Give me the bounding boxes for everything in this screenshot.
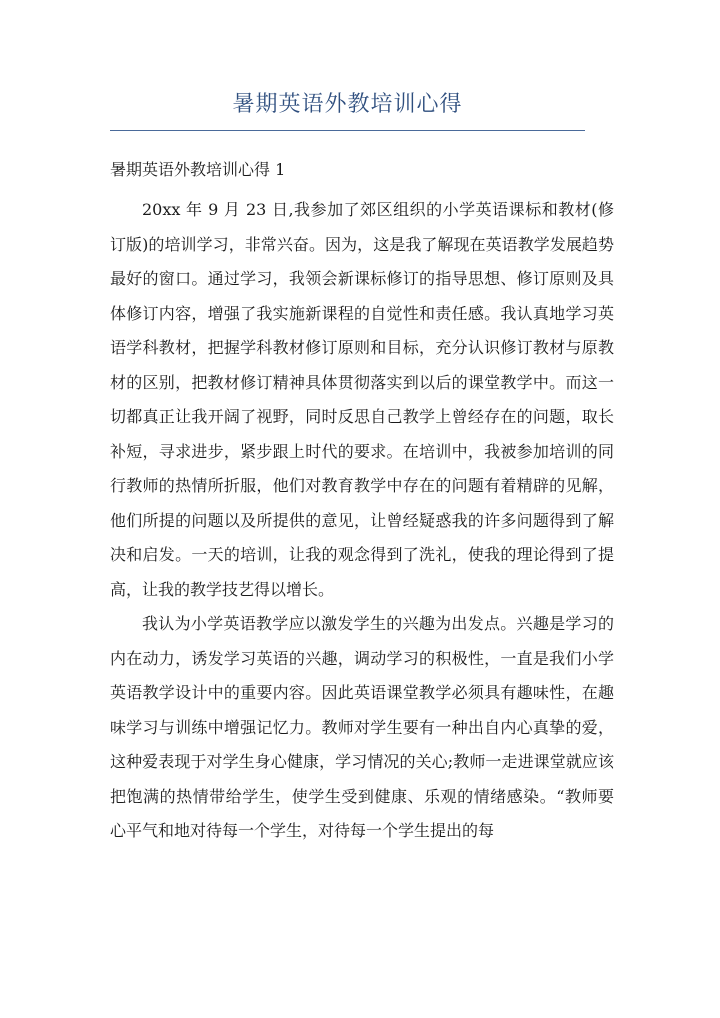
document-title: 暑期英语外教培训心得 xyxy=(232,92,463,117)
paragraph-1: 20xx 年 9 月 23 日,我参加了郊区组织的小学英语课标和教材(修订版)的培训学习，非常兴奋。因为，这是我了解现在英语教学发展趋势最好的窗口。通过学习，我领会新课标修订的指导思想、修订原则及具体修订内容，增强了我实施新课程的自觉性和责任感。我认真地学习英语学科教材，把握学科教材修订原则和目标，充分认识修订教材与原教材的区别，把教材修订精神具体贯彻落实到以后的课堂教学中。而这一切都真正让我开阔了视野，同时反思自己教学上曾经存在的问题，取长补短，寻求进步，紧步跟上时代的要求。在培训中，我被参加培训的同行教师的热情所折服，他们对教育教学中存在的问题有着精辟的见解，他们所提的问题以及所提供的意见，让曾经疑惑我的许多问题得到了解决和启发。一天的培训，让我的观念得到了洗礼，使我的理论得到了提高，让我的教学技艺得以增长。 xyxy=(110,200,614,599)
title-divider xyxy=(110,130,585,131)
document-body xyxy=(110,153,614,849)
section-heading: 暑期英语外教培训心得 1 xyxy=(110,160,286,179)
paragraph-2: 我认为小学英语教学应以激发学生的兴趣为出发点。兴趣是学习的内在动力，诱发学习英语的兴趣，调动学习的积极性，一直是我们小学英语教学设计中的重要内容。因此英语课堂教学必须具有趣味性，在趣味学习与训练中增强记忆力。教师对学生要有一种出自内心真挚的爱，这种爱表现于对学生身心健康，学习情况的关心;教师一走进课堂就应该把饱满的热情带给学生，使学生受到健康、乐观的情绪感染。“教师要心平气和地对待每一个学生，对待每一个学生提出的每 xyxy=(110,614,614,840)
